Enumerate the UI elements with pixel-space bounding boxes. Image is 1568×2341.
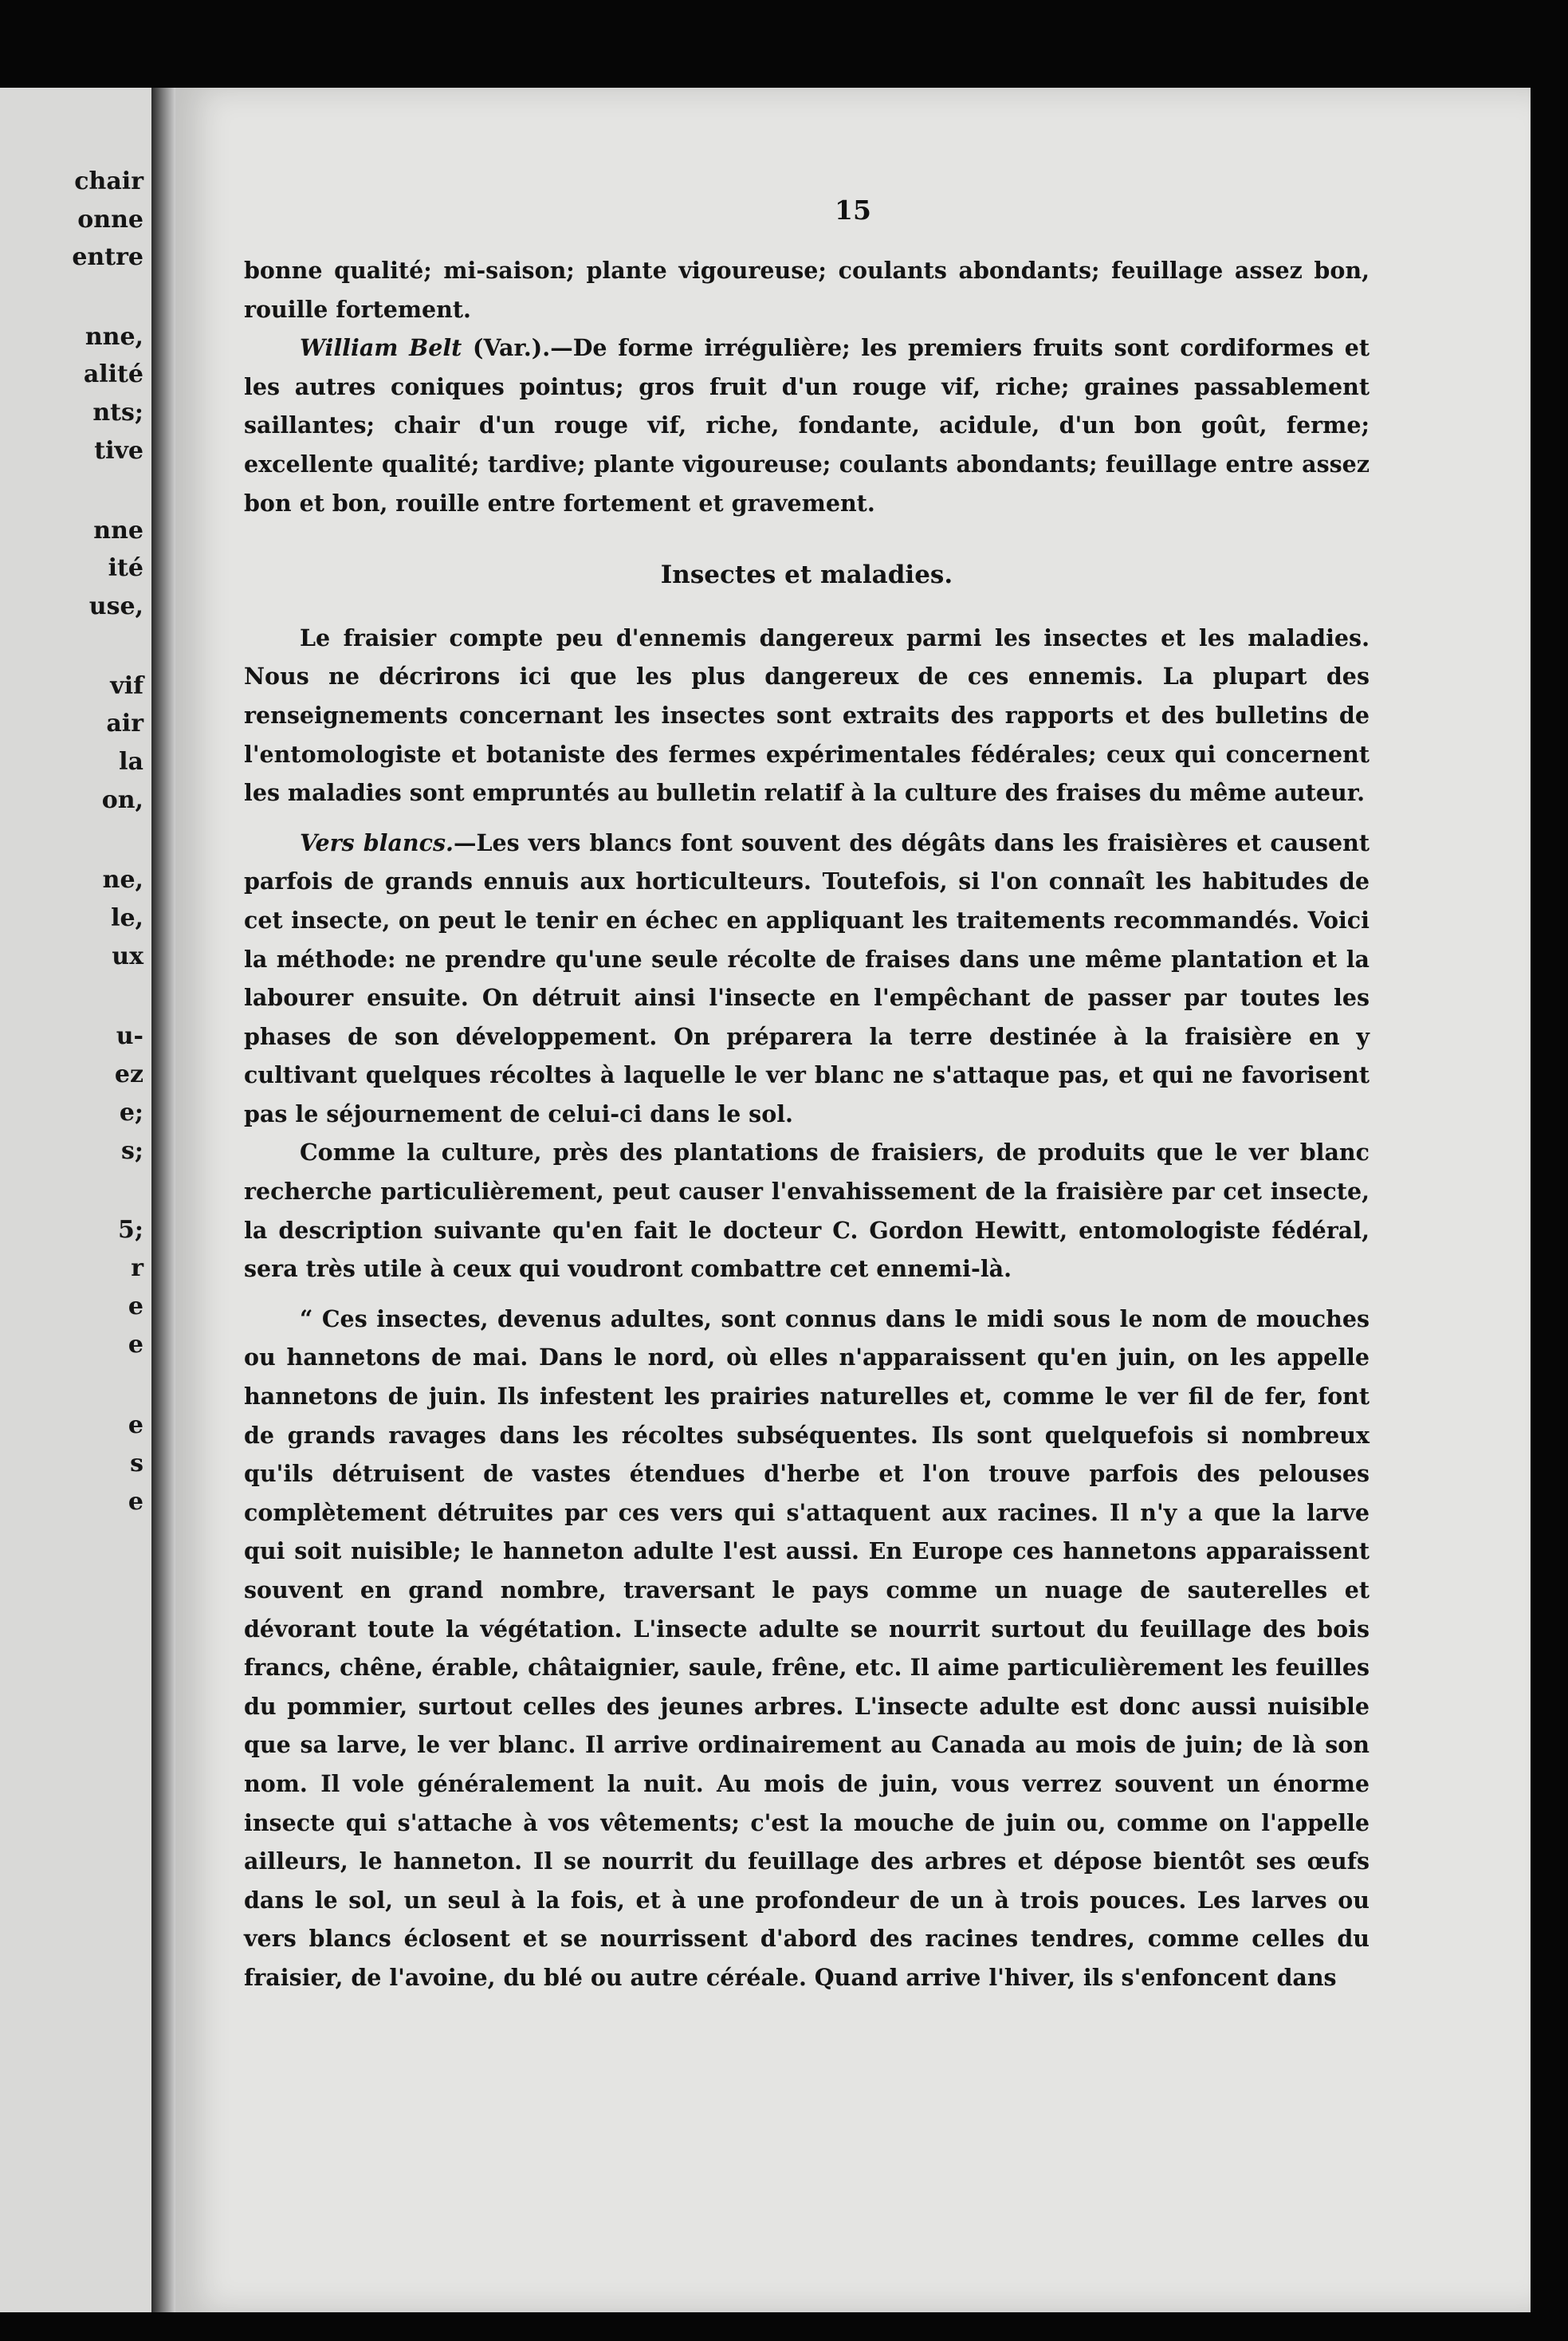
subsection-text: —Les vers blancs font souvent des dégâts dans les fraisières et causent parfois de grands ennuis aux horticulteurs. Toutefois, si l'on connaît les habitudes de cet insecte, on peut le tenir en échec en appliquant les traitements recommandés. Voici la méthode: ne prendre qu'une seule récolte de fraises dans une même plantation et la labourer ensuite. On détruit ainsi l'insecte en l'empêchant de passer par toutes les phases de son développement. On préparera la terre destinée à la fraisière en y cultivant quelques récoltes à laquelle le ver blanc ne s'attaque pas, et qui ne favorisent pas le séjournement de celui-ci dans le sol. bbox=[244, 828, 1370, 1127]
variety-description: (Var.).—De forme irrégulière; les premiers fruits sont cordiformes et les autres coniques pointus; gros fruit d'un rouge vif, riche; graines passablement saillantes; chair d'un rouge vif, riche, fondante, acidule, d'un bon goût, ferme; excellente qualité; tardive; plante vigoureuse; coulants abondants; feuillage entre assez bon et bon, rouille entre fortement et gravement. bbox=[244, 334, 1370, 517]
paragraph-intro: Le fraisier compte peu d'ennemis dangereux parmi les insectes et les maladies. Nous ne décrirons ici que les plus dangereux de ces ennemis. La plupart des renseignements concernant les insectes sont extraits des rapports et des bulletins de l'entomologiste et botaniste des fermes expérimentales fédérales; ceux qui concernent les maladies sont empruntés au bulletin relatif à la culture des fraises du même auteur. bbox=[244, 624, 1370, 807]
facing-page-text-fragment: alité bbox=[83, 360, 143, 388]
subsection-title: Vers blancs. bbox=[300, 828, 454, 856]
facing-page-text-fragment: e bbox=[128, 1292, 143, 1320]
facing-page-text-fragment: nne bbox=[93, 517, 143, 545]
facing-page-text-fragment: ité bbox=[108, 554, 143, 582]
facing-page-text-fragment: e bbox=[128, 1331, 143, 1359]
facing-page-text-fragment: e; bbox=[119, 1099, 143, 1127]
facing-page-text-fragment: r bbox=[131, 1254, 143, 1282]
facing-page-fragment bbox=[0, 88, 151, 2312]
facing-page-text-fragment: ne, bbox=[102, 866, 143, 894]
facing-page-text-fragment: 5; bbox=[118, 1216, 143, 1244]
facing-page-text-fragment: air bbox=[106, 710, 143, 738]
facing-page-text-fragment: s bbox=[130, 1450, 143, 1477]
page-number: 15 bbox=[835, 195, 871, 226]
facing-page-text-fragment: ux bbox=[112, 942, 143, 970]
facing-page-text-fragment: u- bbox=[116, 1022, 143, 1050]
paragraph-variety-end: bonne qualité; mi-saison; plante vigoureuse; coulants abondants; feuillage assez bon, rouille fortement. bbox=[244, 257, 1370, 323]
book-gutter bbox=[151, 88, 175, 2312]
facing-page-text-fragment: use, bbox=[88, 592, 143, 620]
facing-page-text-fragment: e bbox=[128, 1411, 143, 1439]
paragraph-quote: “ Ces insectes, devenus adultes, sont connus dans le midi sous le nom de mouches ou hannetons de mai. Dans le nord, où elles n'apparaissent qu'en juin, on les appelle hannetons de juin. Ils infestent les prairies naturelles et, comme le ver fil de fer, font de grands ravages dans les récoltes subséquentes. Ils sont quelquefois si nombreux qu'ils détruisent de vastes étendues d'herbe et l'on trouve parfois des pelouses complètement détruites par ces vers qui s'attaquent aux racines. Il n'y a que la larve qui soit nuisible; le hanneton adulte l'est aussi. En Europe ces hannetons apparaissent souvent en grand nombre, traversant le pays comme un nuage de sauterelles et dévorant toute la végétation. L'insecte adulte se nourrit surtout du feuillage des bois francs, chêne, érable, châtaignier, saule, frêne, etc. Il aime particulièrement les feuilles du pommier, surtout celles des jeunes arbres. L'insecte adulte est donc aussi nuisible que sa larve, le ver blanc. Il arrive ordinairement au Canada au mois de juin; de là son nom. Il vole généralement la nuit. Au mois de juin, vous verrez souvent un énorme insecte qui s'attache à vos vêtements; c'est la mouche de juin ou, comme on l'appelle ailleurs, le hanneton. Il se nourrit du feuillage des arbres et dépose bientôt ses œufs dans le sol, un seul à la fois, et à une profondeur de un à trois pouces. Les larves ou vers blancs éclosent et se nourrissent d'abord des racines tendres, comme celles du fraisier, de l'avoine, du blé ou autre céréale. Quand arrive l'hiver, ils s'enfoncent dans bbox=[244, 1304, 1370, 1991]
section-heading: Insectes et maladies. bbox=[660, 561, 953, 590]
facing-page-text-fragment: tive bbox=[94, 437, 143, 465]
facing-page-text-fragment: e bbox=[128, 1488, 143, 1516]
facing-page-text-fragment: le, bbox=[111, 904, 143, 932]
facing-page-text-fragment: vif bbox=[110, 672, 143, 700]
facing-page-text-fragment: ez bbox=[114, 1060, 143, 1088]
variety-name: William Belt bbox=[300, 334, 462, 362]
paragraph-vers-blancs bbox=[244, 824, 1370, 1134]
paragraph-william-belt bbox=[244, 329, 1370, 522]
facing-page-text-fragment: on, bbox=[101, 786, 143, 814]
facing-page-text-fragment: nts; bbox=[92, 399, 143, 427]
facing-page-text-fragment: entre bbox=[72, 243, 143, 271]
facing-page-text-fragment: s; bbox=[121, 1137, 143, 1165]
page-body bbox=[244, 251, 1370, 1997]
paragraph-culture: Comme la culture, près des plantations de fraisiers, de produits que le ver blanc recherche particulièrement, peut causer l'envahissement de la fraisière par cet insecte, la description suivante qu'en fait le docteur C. Gordon Hewitt, entomologiste fédéral, sera très utile à ceux qui voudront combattre cet ennemi-là. bbox=[244, 1139, 1370, 1283]
facing-page-text-fragment: chair bbox=[74, 167, 143, 195]
facing-page-text-fragment: onne bbox=[77, 206, 143, 234]
facing-page-text-fragment: nne, bbox=[84, 323, 143, 351]
book-page bbox=[175, 88, 1531, 2312]
facing-page-text-fragment: la bbox=[119, 748, 143, 776]
